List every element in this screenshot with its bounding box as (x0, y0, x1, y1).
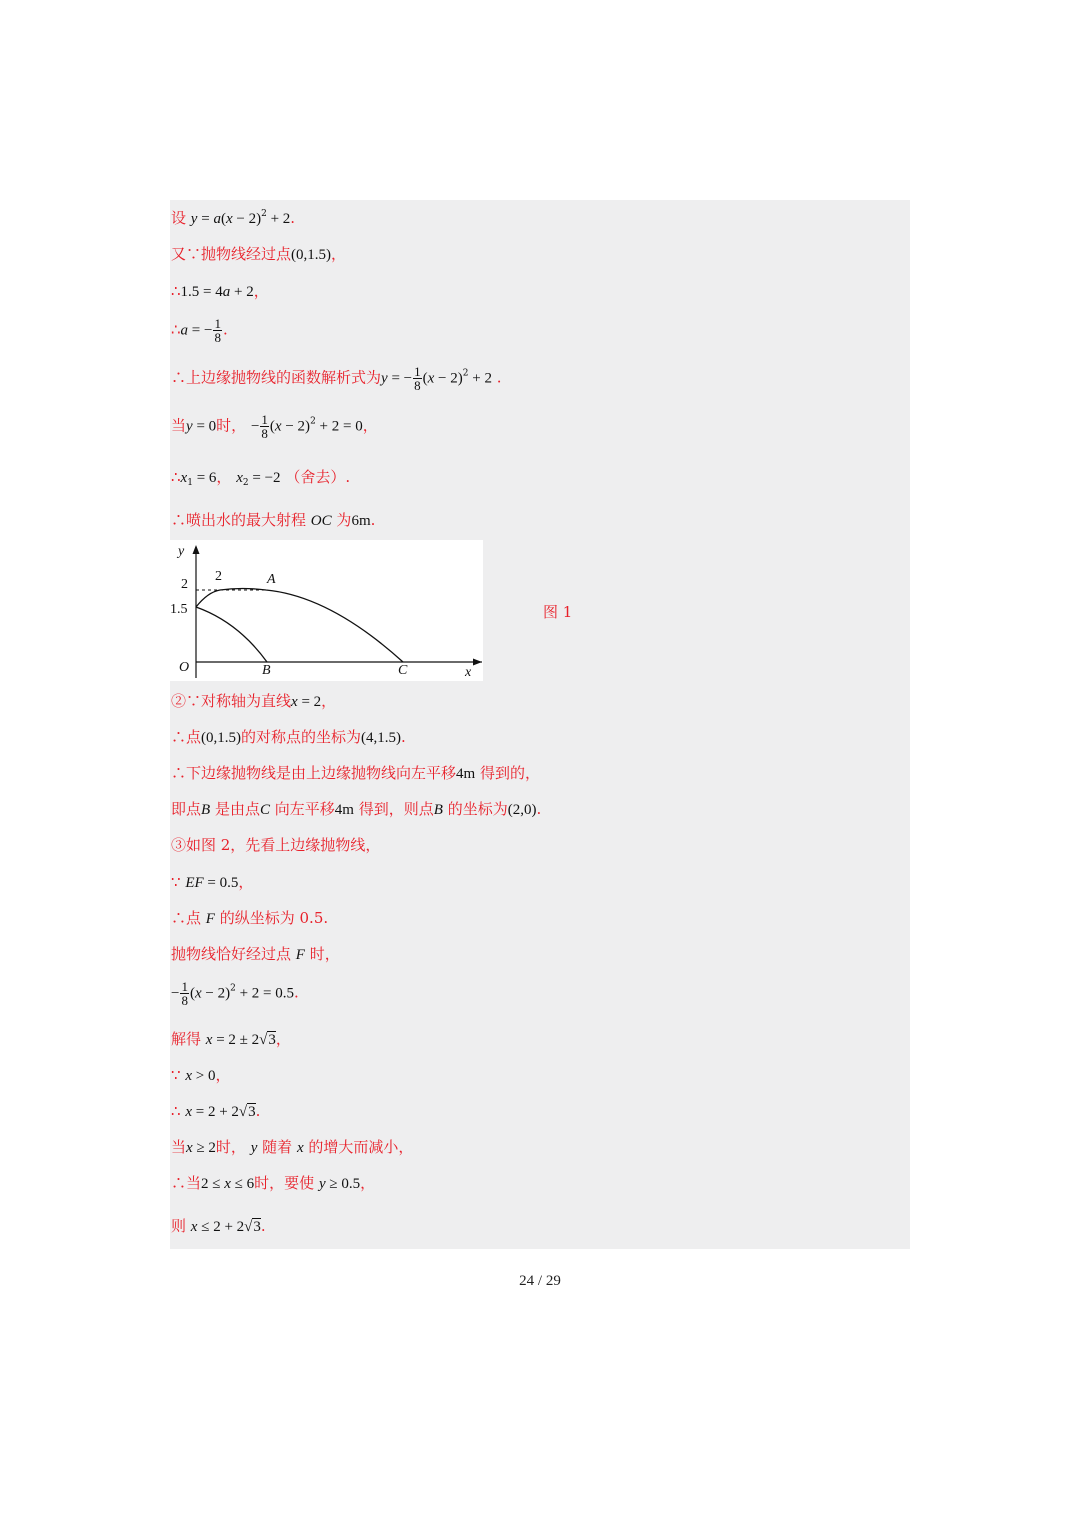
step-text: 为 (336, 511, 352, 529)
step-text: 则 (171, 1217, 187, 1235)
step-line: ∴下边缘抛物线是由上边缘抛物线向左平移4m 得到的， (171, 764, 540, 782)
point-b-label: B (262, 663, 271, 678)
step-line: ∴当2 ≤ x ≤ 6时，要使 y ≥ 0.5， (171, 1174, 376, 1192)
dash-label-2: 2 (215, 569, 222, 584)
step-text: 是由点 (214, 800, 260, 818)
step-line: 即点B 是由点C 向左平移4m 得到，则点B 的坐标为(2,0). (171, 800, 542, 818)
step-text: ∴当 (171, 1174, 202, 1192)
step-line: 当y = 0时， − $\frac{1}{8}$ $(x - 2)^2 + 2 = 0$， (171, 412, 378, 441)
step-text: （舍去）. (285, 468, 351, 486)
step-text: ∴喷出水的最大射程 (171, 511, 307, 529)
step-line (171, 835, 380, 855)
step-text: 的纵坐标为 0.5. (219, 909, 329, 927)
step-line: ∴点(0,1.5)的对称点的坐标为(4,1.5). (171, 728, 406, 746)
step-text: 即点 (171, 800, 202, 818)
step-line: ∵ EF = 0.5， (171, 873, 254, 891)
origin-label: O (179, 660, 190, 675)
page-current: 24 (519, 1273, 535, 1289)
parabola-graph (170, 540, 483, 681)
step-text: 时， (309, 945, 340, 963)
lower-parabola (196, 607, 267, 662)
step-line: ∵ x > 0， (171, 1066, 231, 1084)
step-line: ∴ x = 2 + 2√3. (171, 1102, 261, 1120)
y-label: y (178, 544, 185, 559)
step-text: ∴点 (171, 909, 202, 927)
tick-2: 2 (181, 577, 188, 592)
step-text: 时，要使 (254, 1174, 315, 1192)
step-text: 时， (215, 1138, 246, 1156)
step-text: 得到的， (479, 764, 540, 782)
step-text: ∴ (171, 320, 181, 339)
step-text: ∴上边缘抛物线的函数解析式为 (171, 368, 382, 387)
step-text: 当 (171, 1138, 187, 1156)
step-line: ∴1.5 = 4a + 2， (171, 282, 269, 300)
step-text: 的坐标为 (447, 800, 508, 818)
step-text: ∴ (171, 282, 181, 300)
step-text: 解得 (171, 1030, 202, 1048)
step-line: 则 x ≤ 2 + 2√3. (171, 1217, 266, 1235)
step-line: 当x ≥ 2时， y 随着 x 的增大而减小， (171, 1138, 414, 1156)
step-line: ∴上边缘抛物线的函数解析式为y = − $\frac{1}{8}$ $(x - 2)^2 + 2$ . (171, 364, 502, 393)
step-text: ②∵对称轴为直线 (171, 692, 292, 710)
step-text: 时， (216, 416, 247, 435)
tick-1-5: 1.5 (170, 602, 188, 617)
upper-parabola (196, 589, 403, 663)
x-axis-arrow (473, 659, 482, 666)
page-total: 29 (545, 1273, 561, 1289)
step-line: 又∵抛物线经过点(0,1.5)， (171, 245, 347, 263)
step-line: ②∵对称轴为直线x = 2， (171, 692, 337, 710)
step-text: ∵ (171, 873, 181, 891)
solution-panel (170, 200, 910, 1249)
y-axis-arrow (193, 545, 200, 554)
step-text: ∴点 (171, 728, 202, 746)
step-line: 抛物线恰好经过点 F 时， (171, 945, 340, 963)
step-text: 向左平移 (274, 800, 335, 818)
step-text: 又∵抛物线经过点 (171, 245, 292, 263)
parabola-figure (170, 540, 483, 681)
step-text: ∵ (171, 1066, 181, 1084)
step-text: 的增大而减小， (308, 1138, 414, 1156)
step-text: 的对称点的坐标为 (241, 728, 362, 746)
step-text: 抛物线恰好经过点 (171, 945, 292, 963)
figure-caption: 图 1 (543, 603, 573, 621)
step-line: ∴点 F 的纵坐标为 0.5. (171, 909, 329, 927)
point-c-label: C (398, 663, 408, 678)
page-number (0, 1273, 1080, 1290)
step-line: − $\frac{1}{8}$ $(x - 2)^2 + 2 = 0.5$. (171, 979, 299, 1008)
step-line: $\therefore x_1 = 6$， $x_2 = -2$ （舍去）. (171, 468, 351, 488)
step-line: 设 $y = a(x - 2)^2 + 2$. (171, 209, 296, 227)
step-line: 解得 x = 2 ± 2√3， (171, 1030, 291, 1048)
point-a-label: A (267, 572, 276, 587)
step-text: ∴下边缘抛物线是由上边缘抛物线向左平移 (171, 764, 457, 782)
step-text: 得到，则点 (358, 800, 434, 818)
step-text: 设 (171, 209, 187, 227)
step-text: ∴ (171, 1102, 181, 1120)
x-label: x (465, 665, 472, 680)
step-text: 当 (171, 416, 187, 435)
step-text: ∴ (171, 468, 181, 486)
page-separator: / (537, 1273, 543, 1289)
step-line: ∴a = − $\frac{1}{8}$ . (171, 316, 228, 345)
step-text: 随着 (262, 1138, 293, 1156)
step-line: ∴喷出水的最大射程 OC 为6m. (171, 511, 376, 529)
step-text: ③如图 2，先看上边缘抛物线， (171, 836, 381, 854)
